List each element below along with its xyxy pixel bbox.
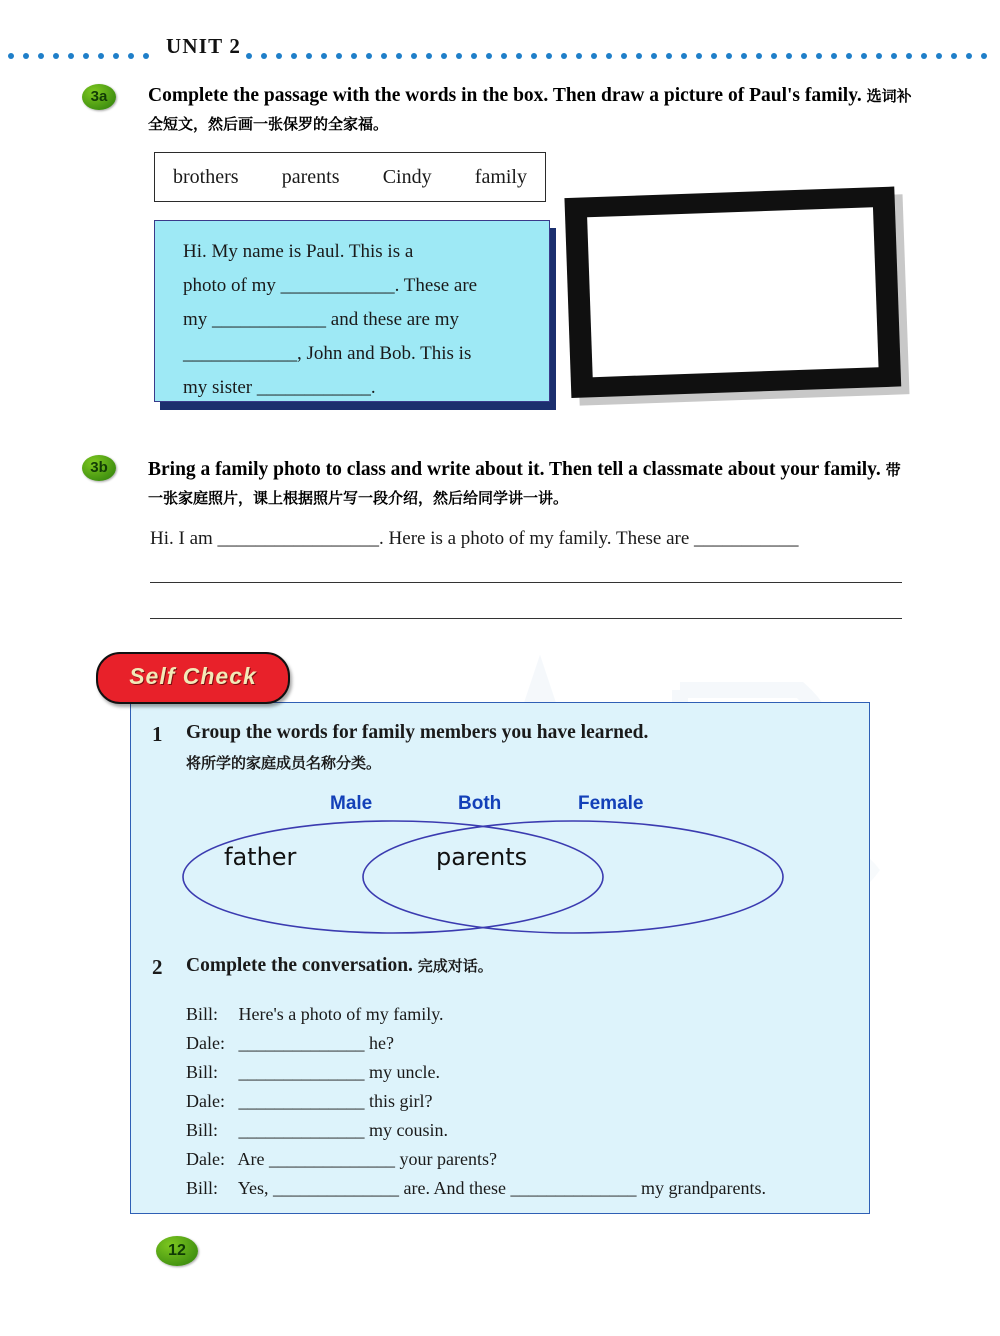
conversation-line (186, 1000, 444, 1029)
passage-box (154, 220, 550, 402)
exercise-3b-instruction (148, 456, 908, 512)
unit-label: UNIT 2 (166, 34, 242, 58)
exercise-badge-3a: 3a (82, 84, 116, 110)
exercise-3a-instruction-cn: 选词补全短文，然后画一张保罗的全家福。 (148, 87, 912, 133)
answer-blank[interactable]: ______________ (238, 1120, 365, 1140)
line-text: your parents? (399, 1149, 497, 1169)
page-number: 12 (156, 1236, 198, 1266)
speaker-label: Bill: (186, 1120, 219, 1140)
conversation-line (186, 1029, 394, 1058)
answer-blank[interactable]: ______________ (510, 1178, 637, 1198)
drawing-photo-frame (560, 180, 920, 415)
self-check-title: Self Check (129, 663, 257, 689)
line-text: my cousin. (369, 1120, 448, 1140)
exercise-3a-instruction-en: Complete the passage with the words in the box. Then draw a picture of Paul's family. (148, 85, 862, 106)
conversation-line (186, 1116, 448, 1145)
self-check-q1-number: 1 (152, 722, 163, 746)
line-text: are. And these (403, 1178, 507, 1198)
word-bank-item: family (474, 165, 527, 188)
line-text: this girl? (369, 1091, 433, 1111)
answer-blank[interactable]: ______________ (238, 1091, 365, 1111)
conversation-line (186, 1145, 497, 1174)
answer-blank[interactable]: ______________ (269, 1149, 395, 1169)
line-tail: my grandparents. (641, 1178, 766, 1198)
passage-line: photo of my ____________. These are (183, 275, 478, 296)
passage-line: ____________, John and Bob. This is (183, 343, 472, 364)
line-prefix: Are (237, 1149, 265, 1169)
exercise-badge-3b: 3b (82, 455, 116, 481)
writing-line-2[interactable] (150, 618, 902, 619)
venn-diagram[interactable] (178, 818, 788, 936)
word-bank-item: parents (281, 165, 340, 188)
line-text: Here's a photo of my family. (238, 1004, 444, 1024)
speaker-label: Bill: (186, 1062, 219, 1082)
speaker-label: Dale: (186, 1033, 225, 1053)
word-bank-item: Cindy (382, 165, 432, 188)
exercise-3b-instruction-en: Bring a family photo to class and write about it. Then tell a classmate about your family. (148, 459, 881, 480)
line-prefix: Yes, (237, 1178, 269, 1198)
self-check-q2-title-cn: 完成对话。 (417, 957, 493, 975)
conversation-line (186, 1087, 433, 1116)
self-check-q2-title-en: Complete the conversation. (186, 955, 413, 976)
word-bank-item: brothers (173, 165, 239, 188)
passage-line: my ____________ and these are my (183, 309, 459, 330)
header-dots-left (8, 46, 158, 52)
conversation-line (186, 1058, 440, 1087)
answer-blank[interactable]: ______________ (273, 1178, 400, 1198)
speaker-label: Bill: (186, 1178, 219, 1198)
venn-word-both: parents (436, 843, 528, 871)
answer-blank[interactable]: ______________ (238, 1062, 365, 1082)
line-text: my uncle. (369, 1062, 440, 1082)
venn-label-female: Female (578, 793, 644, 814)
answer-blank[interactable]: ______________ (238, 1033, 365, 1053)
header-dots-right (246, 46, 994, 52)
self-check-q1-title: Group the words for family members you have learned. (186, 722, 649, 743)
conversation-line (186, 1174, 766, 1203)
speaker-label: Dale: (186, 1091, 225, 1111)
page-header (0, 34, 1000, 64)
line-text: he? (369, 1033, 394, 1053)
self-check-badge (96, 652, 290, 704)
self-check-q2-title (186, 955, 493, 977)
passage-line: my sister ____________. (183, 377, 376, 398)
exercise-3b-instruction-cn: 带一张家庭照片，课上根据照片写一段介绍，然后给同学讲一讲。 (148, 461, 901, 507)
self-check-q1-title-cn: 将所学的家庭成员名称分类。 (186, 754, 382, 772)
word-bank-box (154, 152, 546, 202)
speaker-label: Dale: (186, 1149, 225, 1169)
writing-line-1[interactable] (150, 582, 902, 583)
venn-label-both: Both (458, 793, 502, 814)
venn-label-male: Male (330, 793, 373, 814)
self-check-q2-number: 2 (152, 955, 163, 979)
writing-prompt: Hi. I am _________________. Here is a photo of my family. These are ___________ (150, 528, 799, 549)
venn-word-male: father (224, 843, 297, 871)
speaker-label: Bill: (186, 1004, 219, 1024)
exercise-3a-instruction (148, 82, 918, 138)
passage-line: Hi. My name is Paul. This is a (183, 241, 414, 262)
